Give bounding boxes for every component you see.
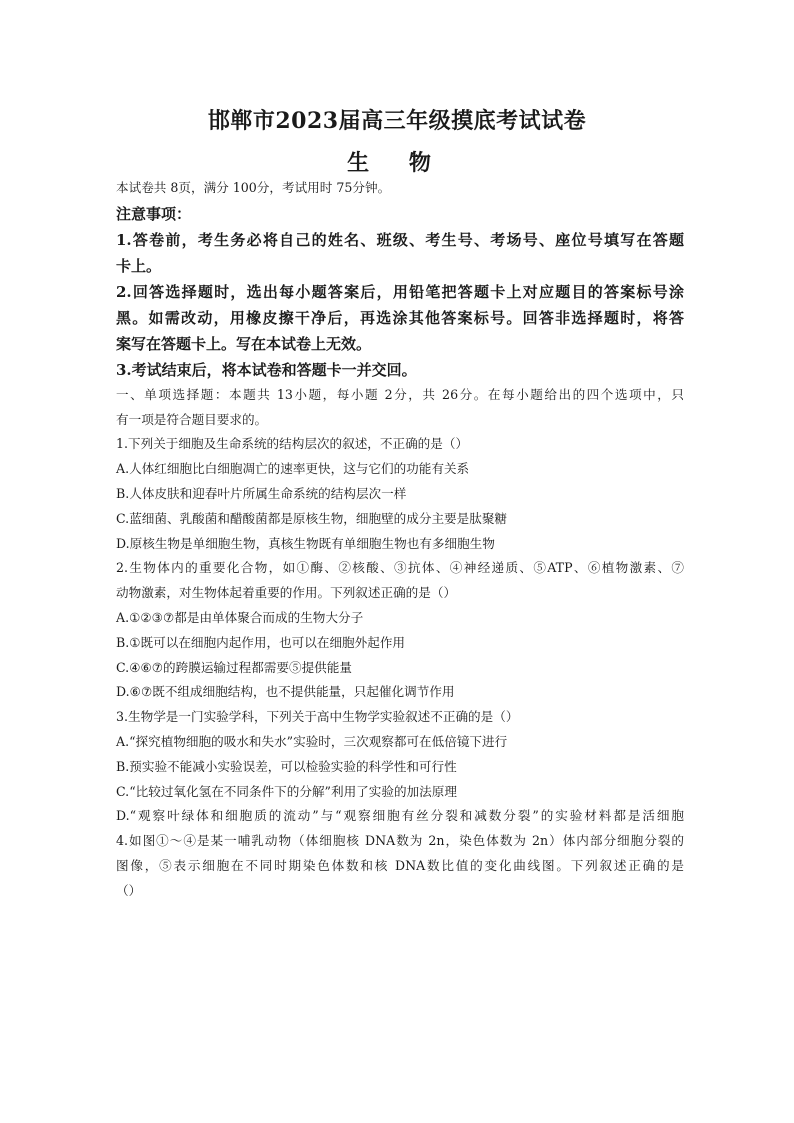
notice-heading: 注意事项：	[116, 204, 192, 223]
notice-line: 3.考试结束后，将本试卷和答题卡一并交回。	[116, 360, 417, 379]
question-4-stem: 4.如图①～④是某一哺乳动物（体细胞核 DNA数为 2n，染色体数为 2n）体内部分细胞分裂的	[116, 833, 684, 849]
question-2-stem: 动物激素，对生物体起着重要的作用。下列叙述正确的是（）	[116, 585, 457, 601]
section-heading-line: 有一项是符合题目要求的。	[116, 411, 268, 427]
question-1-option-b: B.人体皮肤和迎春叶片所属生命系统的结构层次一样	[116, 485, 407, 501]
question-1-option-d: D.原核生物是单细胞生物，真核生物既有单细胞生物也有多细胞生物	[116, 535, 495, 551]
intro-line: 本试卷共 8页，满分 100分，考试用时 75分钟。	[116, 180, 391, 195]
question-3-option-b: B.预实验不能减小实验误差，可以检验实验的科学性和可行性	[116, 758, 457, 774]
notice-line: 卡上。	[116, 256, 162, 275]
section-heading-line: 一、单项选择题：本题共 13小题，每小题 2分，共 26分。在每小题给出的四个选项中，只	[116, 386, 684, 402]
question-3-stem: 3.生物学是一门实验学科，下列关于高中生物学实验叙述不正确的是（）	[116, 709, 519, 725]
question-2-option-c: C.④⑥⑦的跨膜运输过程都需要⑤提供能量	[116, 659, 352, 675]
notice-line: 2.回答选择题时，选出每小题答案后，用铅笔把答题卡上对应题目的答案标号涂	[116, 282, 684, 301]
subject-title: 生 物	[347, 150, 447, 176]
exam-content	[116, 176, 684, 904]
question-4-stem: 图像，⑤表示细胞在不同时期染色体数和核 DNA数比值的变化曲线图。下列叙述正确的是	[116, 857, 684, 873]
question-2-option-d: D.⑥⑦既不组成细胞结构，也不提供能量，只起催化调节作用	[116, 684, 455, 700]
question-3-option-c: C.“比较过氧化氢在不同条件下的分解”利用了实验的加法原理	[116, 783, 457, 799]
question-2-option-b: B.①既可以在细胞内起作用，也可以在细胞外起作用	[116, 634, 406, 650]
question-2-stem: 2.生物体内的重要化合物，如①酶、②核酸、③抗体、④神经递质、⑤ATP、⑥植物激素、⑦	[116, 560, 684, 576]
notice-line: 黑。如需改动，用橡皮擦干净后，再选涂其他答案标号。回答非选择题时，将答	[116, 308, 684, 327]
notice-line: 1.答卷前，考生务必将自己的姓名、班级、考生号、考场号、座位号填写在答题	[116, 230, 684, 249]
exam-title: 邯郸市2023届高三年级摸底考试试卷	[207, 108, 587, 134]
question-1-stem: 1.下列关于细胞及生命系统的结构层次的叙述，不正确的是（）	[116, 436, 469, 452]
question-3-option-a: A.“探究植物细胞的吸水和失水”实验时，三次观察都可在低倍镜下进行	[116, 733, 508, 749]
question-1-option-a: A.人体红细胞比白细胞凋亡的速率更快，这与它们的功能有关系	[116, 461, 470, 477]
question-3-option-d: D.“观察叶绿体和细胞质的流动”与“观察细胞有丝分裂和减数分裂”的实验材料都是活细胞	[116, 808, 684, 824]
notice-line: 案写在答题卡上。写在本试卷上无效。	[116, 334, 372, 353]
question-4-stem: （）	[116, 882, 142, 898]
question-2-option-a: A.①②③⑦都是由单体聚合而成的生物大分子	[116, 609, 364, 625]
question-1-option-c: C.蓝细菌、乳酸菌和醋酸菌都是原核生物，细胞壁的成分主要是肽聚糖	[116, 510, 508, 526]
